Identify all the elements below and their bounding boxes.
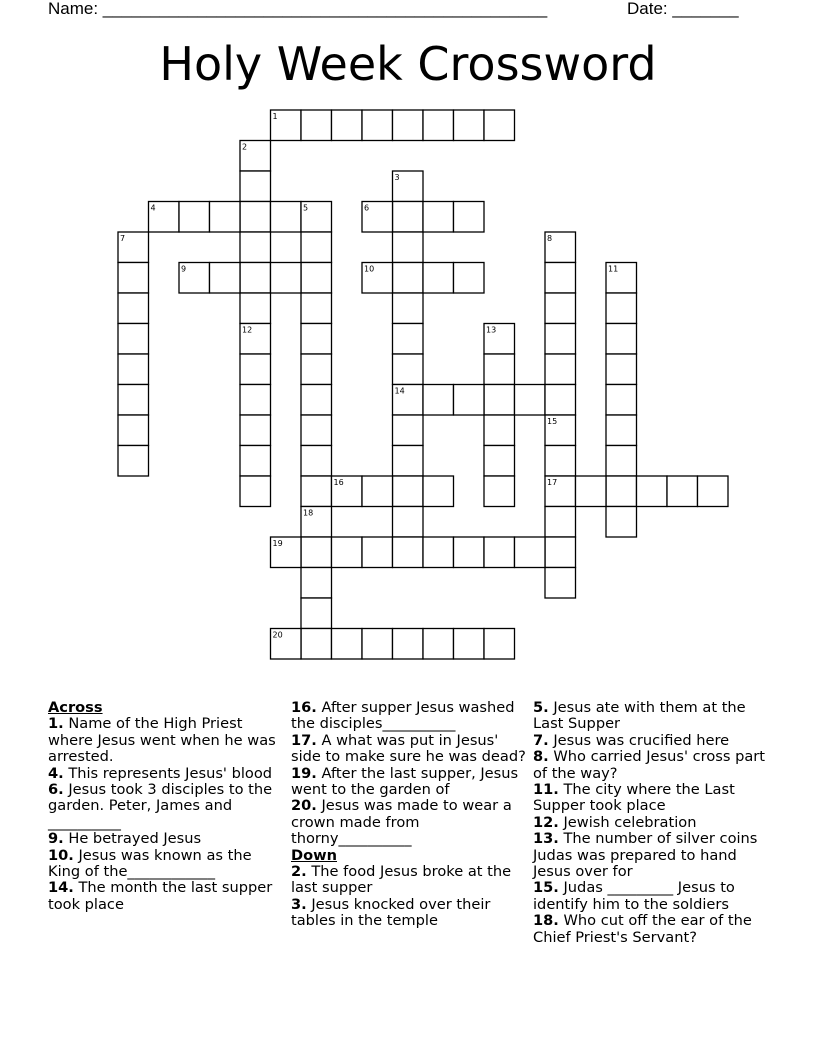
grid-cell[interactable] bbox=[545, 537, 576, 568]
grid-cell[interactable] bbox=[545, 354, 576, 385]
grid-cell[interactable] bbox=[545, 568, 576, 599]
clue-text: Who carried Jesus' cross part of the way? bbox=[533, 748, 766, 782]
grid-cell[interactable] bbox=[545, 263, 576, 294]
grid-cell[interactable] bbox=[637, 476, 668, 507]
grid-cell[interactable] bbox=[301, 324, 332, 355]
across-clue-list-continued bbox=[291, 700, 527, 848]
grid-cell[interactable] bbox=[423, 202, 454, 233]
grid-cell[interactable] bbox=[393, 354, 424, 385]
grid-cell[interactable] bbox=[606, 354, 637, 385]
grid-cell[interactable] bbox=[301, 629, 332, 660]
grid-cell[interactable] bbox=[240, 202, 271, 233]
grid-cell[interactable] bbox=[240, 446, 271, 477]
clue-item bbox=[291, 864, 527, 897]
clue-text: Who cut off the ear of the Chief Priest's Servant? bbox=[533, 912, 752, 946]
grid-cell[interactable] bbox=[240, 232, 271, 263]
grid-cell[interactable] bbox=[118, 354, 149, 385]
grid-cell[interactable] bbox=[393, 507, 424, 538]
clue-item bbox=[533, 749, 769, 782]
clue-item bbox=[291, 798, 527, 847]
cell-number: 4 bbox=[150, 203, 156, 213]
clues-column-2 bbox=[291, 700, 527, 930]
name-field-label: Name: _______________________________________________ bbox=[48, 0, 548, 18]
clue-item bbox=[291, 733, 527, 766]
grid-cell[interactable] bbox=[118, 385, 149, 416]
grid-cell[interactable] bbox=[301, 385, 332, 416]
clue-number: 16. bbox=[291, 699, 317, 716]
down-clue-list-continued bbox=[533, 700, 769, 946]
cell-number: 10 bbox=[364, 264, 375, 274]
clue-number: 10. bbox=[48, 846, 74, 864]
grid-cell[interactable] bbox=[393, 629, 424, 660]
grid-cell[interactable] bbox=[210, 263, 241, 294]
grid-cell[interactable] bbox=[301, 354, 332, 385]
cell-number: 3 bbox=[394, 173, 400, 182]
cell-number: 13 bbox=[486, 325, 497, 335]
grid-cell[interactable] bbox=[271, 263, 302, 294]
across-heading: Across bbox=[48, 699, 103, 716]
grid-cell[interactable] bbox=[454, 537, 485, 568]
grid-cell[interactable] bbox=[576, 476, 607, 507]
grid-cell[interactable] bbox=[423, 476, 454, 507]
grid-cell[interactable] bbox=[240, 476, 271, 507]
clue-number: 14. bbox=[48, 879, 74, 897]
clue-number: 8. bbox=[533, 748, 549, 766]
clue-number: 6. bbox=[48, 781, 64, 799]
grid-cell[interactable] bbox=[545, 324, 576, 355]
grid-cell[interactable] bbox=[606, 476, 637, 507]
grid-cell[interactable] bbox=[545, 385, 576, 416]
clue-text: Jesus ate with them at the Last Supper bbox=[533, 699, 746, 733]
grid-cell[interactable] bbox=[606, 507, 637, 538]
clue-number: 12. bbox=[533, 813, 559, 831]
clue-text: Jesus was made to wear a crown made from thorny__________ bbox=[291, 797, 512, 848]
grid-cell[interactable] bbox=[118, 324, 149, 355]
grid-cell[interactable] bbox=[301, 598, 332, 629]
grid-cell[interactable] bbox=[332, 629, 363, 660]
grid-cell[interactable] bbox=[454, 202, 485, 233]
grid-cell[interactable] bbox=[271, 202, 302, 233]
cell-number: 17 bbox=[547, 478, 558, 487]
clue-text: The food Jesus broke at the last supper bbox=[291, 863, 512, 897]
grid-cell[interactable] bbox=[454, 385, 485, 416]
clue-item bbox=[48, 766, 280, 782]
grid-cell[interactable] bbox=[454, 263, 485, 294]
clue-number: 19. bbox=[291, 764, 317, 782]
grid-cell[interactable] bbox=[240, 354, 271, 385]
clue-text: After the last supper, Jesus went to the garden of bbox=[291, 764, 519, 799]
grid-cell[interactable] bbox=[393, 293, 424, 324]
clue-text: The month the last supper took place bbox=[48, 879, 273, 913]
grid-cell[interactable] bbox=[301, 537, 332, 568]
grid-cell[interactable] bbox=[606, 415, 637, 446]
grid-cell[interactable] bbox=[423, 263, 454, 294]
grid-cell[interactable] bbox=[362, 476, 393, 507]
clue-text: Jesus took 3 disciples to the garden. Peter, James and __________ bbox=[48, 781, 273, 831]
clues-column-3 bbox=[533, 700, 769, 946]
grid-cell[interactable] bbox=[606, 385, 637, 416]
grid-cell[interactable] bbox=[362, 537, 393, 568]
cell-number: 14 bbox=[394, 386, 405, 396]
grid-cell[interactable] bbox=[362, 110, 393, 141]
clue-item bbox=[291, 897, 527, 930]
down-clue-list bbox=[291, 864, 527, 930]
grid-cell[interactable] bbox=[393, 537, 424, 568]
grid-cell[interactable] bbox=[484, 415, 515, 446]
clue-number: 20. bbox=[291, 797, 317, 815]
grid-cell[interactable] bbox=[118, 293, 149, 324]
grid-cell[interactable] bbox=[240, 385, 271, 416]
grid-cell[interactable] bbox=[454, 110, 485, 141]
cell-number: 18 bbox=[303, 508, 314, 518]
clue-item bbox=[533, 880, 769, 913]
grid-cell[interactable] bbox=[606, 324, 637, 355]
grid-cell[interactable] bbox=[606, 446, 637, 477]
grid-cell[interactable] bbox=[484, 110, 515, 141]
grid-cell[interactable] bbox=[484, 629, 515, 660]
grid-cell[interactable] bbox=[301, 263, 332, 294]
grid-cell[interactable] bbox=[393, 263, 424, 294]
grid-cell[interactable] bbox=[484, 446, 515, 477]
clue-text: Jesus knocked over their tables in the temple bbox=[291, 895, 491, 930]
cell-number: 9 bbox=[181, 264, 187, 274]
grid-cell[interactable] bbox=[118, 263, 149, 294]
grid-cell[interactable] bbox=[484, 385, 515, 416]
clue-text: The number of silver coins Judas was prepared to hand Jesus over for bbox=[533, 830, 758, 881]
grid-cell[interactable] bbox=[210, 202, 241, 233]
cell-number: 19 bbox=[272, 539, 283, 548]
clue-text: After supper Jesus washed the disciples__________ bbox=[291, 699, 515, 733]
down-heading: Down bbox=[291, 846, 338, 864]
grid-cell[interactable] bbox=[454, 629, 485, 660]
grid-cell[interactable] bbox=[515, 385, 546, 416]
grid-cell[interactable] bbox=[240, 263, 271, 294]
clue-item bbox=[533, 815, 769, 831]
clue-number: 15. bbox=[533, 879, 559, 897]
cell-number: 15 bbox=[547, 417, 558, 426]
grid-cell[interactable] bbox=[301, 415, 332, 446]
grid-cell[interactable] bbox=[393, 232, 424, 263]
clue-text: Jesus was known as the King of the____________ bbox=[48, 846, 252, 881]
grid-cell[interactable] bbox=[332, 537, 363, 568]
grid-cell[interactable] bbox=[393, 415, 424, 446]
cell-number: 16 bbox=[333, 478, 344, 487]
grid-cell[interactable] bbox=[545, 507, 576, 538]
clue-item bbox=[533, 831, 769, 880]
cell-number: 1 bbox=[272, 112, 278, 121]
clue-number: 17. bbox=[291, 731, 317, 749]
grid-cell[interactable] bbox=[240, 171, 271, 202]
clue-item bbox=[48, 782, 280, 831]
page-title: Holy Week Crossword bbox=[159, 37, 657, 91]
clue-item bbox=[48, 831, 280, 847]
cell-number: 5 bbox=[303, 203, 309, 213]
grid-cell[interactable] bbox=[393, 476, 424, 507]
grid-cell[interactable] bbox=[240, 293, 271, 324]
clue-item bbox=[533, 913, 769, 946]
grid-cell[interactable] bbox=[301, 446, 332, 477]
clue-item bbox=[533, 700, 769, 733]
grid-cell[interactable] bbox=[484, 354, 515, 385]
cell-number: 7 bbox=[120, 234, 126, 243]
cell-number: 6 bbox=[364, 203, 370, 213]
across-clue-list bbox=[48, 716, 280, 913]
clue-number: 4. bbox=[48, 764, 64, 782]
clue-item bbox=[48, 716, 280, 765]
grid-cell[interactable] bbox=[423, 629, 454, 660]
grid-cell[interactable] bbox=[301, 232, 332, 263]
clue-text: Jesus was crucified here bbox=[548, 731, 730, 749]
grid-cell[interactable] bbox=[423, 385, 454, 416]
cell-number: 11 bbox=[608, 264, 619, 274]
grid-cell[interactable] bbox=[606, 293, 637, 324]
grid-cell[interactable] bbox=[484, 537, 515, 568]
grid-cell[interactable] bbox=[423, 537, 454, 568]
clue-text: This represents Jesus' blood bbox=[63, 764, 273, 782]
grid-cell[interactable] bbox=[301, 476, 332, 507]
cell-number: 20 bbox=[272, 630, 283, 640]
grid-cell[interactable] bbox=[362, 629, 393, 660]
grid-cell[interactable] bbox=[179, 202, 210, 233]
grid-cell[interactable] bbox=[698, 476, 729, 507]
grid-cell[interactable] bbox=[484, 476, 515, 507]
clue-item bbox=[48, 848, 280, 881]
clue-number: 9. bbox=[48, 830, 64, 848]
clue-text: The city where the Last Supper took place bbox=[533, 781, 735, 815]
grid-cell[interactable] bbox=[332, 110, 363, 141]
cell-number: 8 bbox=[547, 234, 553, 243]
grid-cell[interactable] bbox=[118, 415, 149, 446]
grid-cell[interactable] bbox=[393, 324, 424, 355]
clue-item bbox=[533, 733, 769, 749]
grid-cell[interactable] bbox=[301, 293, 332, 324]
date-field-label: Date: _______ bbox=[627, 0, 739, 18]
grid-cell[interactable] bbox=[118, 446, 149, 477]
grid-cell[interactable] bbox=[667, 476, 698, 507]
grid-cell[interactable] bbox=[301, 568, 332, 599]
clue-number: 2. bbox=[291, 863, 307, 881]
clue-text: He betrayed Jesus bbox=[63, 830, 202, 848]
grid-cell[interactable] bbox=[240, 415, 271, 446]
cell-number: 12 bbox=[242, 325, 253, 335]
clue-item bbox=[291, 700, 527, 733]
clue-text: A what was put in Jesus' side to make sure he was dead? bbox=[291, 731, 526, 766]
grid-cell[interactable] bbox=[393, 110, 424, 141]
grid-cell[interactable] bbox=[545, 446, 576, 477]
clue-number: 3. bbox=[291, 895, 307, 913]
clue-item bbox=[533, 782, 769, 815]
clues-column-1 bbox=[48, 700, 280, 913]
clue-number: 7. bbox=[533, 731, 549, 749]
clue-number: 13. bbox=[533, 830, 559, 848]
grid-cell[interactable] bbox=[393, 446, 424, 477]
clue-number: 18. bbox=[533, 912, 559, 930]
clue-text: Judas _________ Jesus to identify him to the soldiers bbox=[533, 879, 735, 913]
clue-number: 5. bbox=[533, 699, 549, 716]
grid-cell[interactable] bbox=[301, 110, 332, 141]
grid-cell[interactable] bbox=[545, 293, 576, 324]
clue-number: 1. bbox=[48, 715, 64, 733]
grid-cell[interactable] bbox=[423, 110, 454, 141]
clue-item bbox=[48, 880, 280, 913]
clue-text: Name of the High Priest where Jesus went when he was arrested. bbox=[48, 715, 276, 766]
cell-number: 2 bbox=[242, 142, 248, 152]
grid-cell[interactable] bbox=[515, 537, 546, 568]
clue-item bbox=[291, 766, 527, 799]
clue-number: 11. bbox=[533, 781, 559, 799]
clue-text: Jewish celebration bbox=[558, 813, 697, 831]
grid-cell[interactable] bbox=[393, 202, 424, 233]
